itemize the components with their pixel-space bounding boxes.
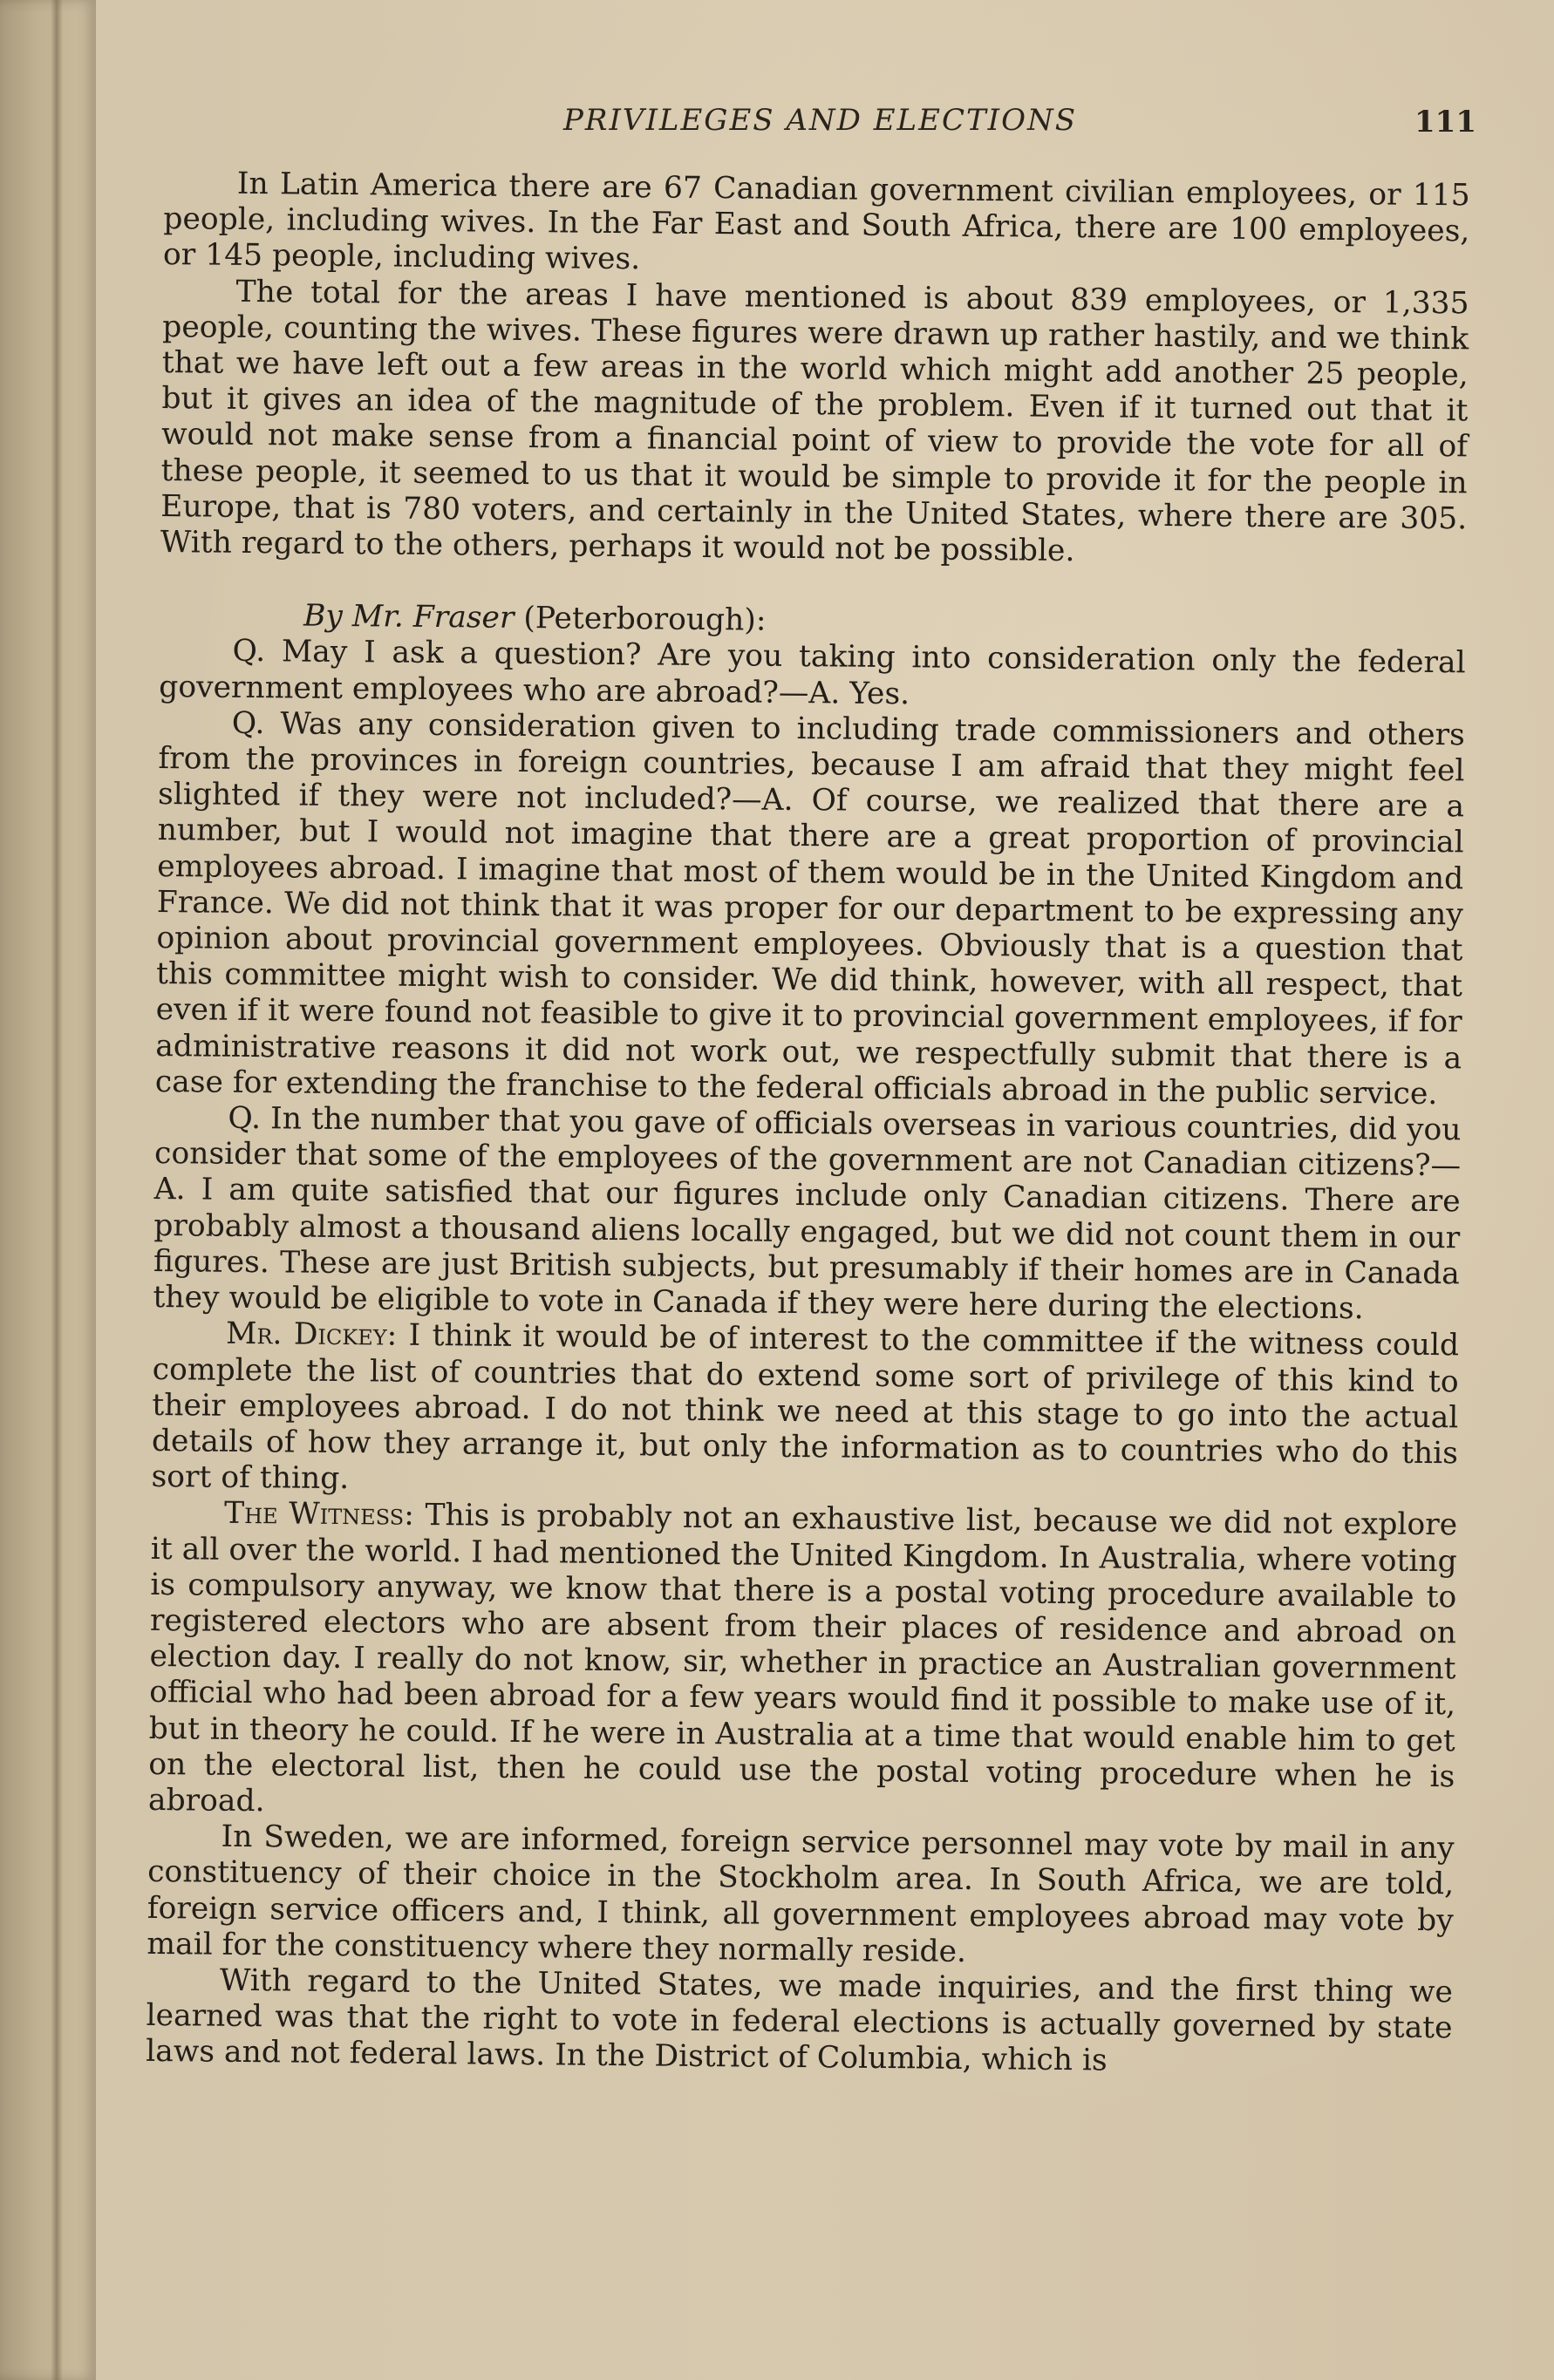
- page-number: 111: [1414, 105, 1476, 139]
- running-title: PRIVILEGES AND ELECTIONS: [563, 103, 1077, 138]
- book-binding-gutter: [0, 0, 96, 2380]
- question-3: Q. In the number that you gave of officials overseas in various countries, did you consider that some of the employees of the government are not Canadian citizens?—A. I am quite satisfied that our figures include only Canadian citizens. There are probably almost a thousand aliens locally engaged, but we did not count them in our figures. These are just British subjects, but presumably if their homes are in Canada they would be eligible to vote in Canada if they were here during the elections.: [153, 1100, 1462, 1327]
- byline-name: By Mr. Fraser: [303, 598, 515, 636]
- paragraph-totals: The total for the areas I have mentioned is about 839 employees, or 1,335 people, counting the wives. These figures were drawn up rather hastily, and we think that we have left out a few areas in the world which might add another 25 people, but it gives an idea of the magnitude of the problem. Even if it turned out that it would not make sense from a financial point of view to provide the vote for all of these people, it seemed to us that it would be simple to provide it for the people in Europe, that is 780 voters, and certainly in the United States, where there are 305. With regard to the others, perhaps it would not be possible.: [160, 274, 1469, 569]
- speaker-witness: The Witness:: [223, 1496, 415, 1533]
- byline-riding: (Peterborough):: [523, 601, 767, 638]
- paragraph-united-states: With regard to the United States, we made inquiries, and the first thing we learned was that the right to vote in federal elections is actually governed by state laws and not federal laws. In the District of Columbia, which is: [146, 1962, 1454, 2078]
- witness-text: This is probably not an exhaustive list, because we did not explore it all over the world. I had mentioned the United Kingdom. In Australia, where voting is compulsory anyway, we know that there is a postal voting procedure available to registered electors who are absent from their places of residence and abroad on election day. I really do not know, sir, whether in practice an Australian government official who had been abroad for a few years would find it possible to make use of it, but in theory he could. If he were in Australia at a time that would enable him to get on the electoral list, then he could use the postal voting procedure when he is abroad.: [147, 1498, 1458, 1819]
- running-head: [164, 98, 1476, 146]
- dickey-statement: [151, 1316, 1459, 1507]
- paragraph-latin-america: In Latin America there are 67 Canadian government civilian employees, or 115 people, including wives. In the Far East and South Africa, there are 100 employees, or 145 people, including wives.: [162, 166, 1470, 277]
- paragraph-sweden: In Sweden, we are informed, foreign service personnel may vote by mail in any constituency of their choice in the Stockholm area. In South Africa, we are told, foreign service officers and, I think, all government employees abroad may vote by mail for the constituency where they normally reside.: [147, 1819, 1455, 1969]
- speaker-dickey: Mr. Dickey:: [225, 1316, 398, 1353]
- witness-statement: [148, 1495, 1457, 1831]
- dickey-text: I think it would be of interest to the committee if the witness could complete the list of countries that do extend some sort of privilege of this kind to their employees abroad. I do not think we need at this stage to go into the actual details of how they arrange it, but only the information as to countries who do this sort of thing.: [151, 1318, 1460, 1497]
- gutter-shadow: [51, 0, 63, 2380]
- body-text: [146, 166, 1470, 2083]
- question-2: Q. Was any consideration given to including trade commissioners and others from the provinces in foreign countries, because I am afraid that they might feel slighted if they were not included?—A. Of course, we realized that there are a number, but I would not imagine that there are a great proportion of provincial employees abroad. I imagine that most of them would be in the United Kingdom and France. We did not think that it was proper for our department to be expressing any opinion about provincial government employees. Obviously that is a question that this committee might wish to consider. We did think, however, with all respect, that even if it were found not feasible to give it to provincial government employees, if for administrative reasons it did not work out, we respectfully submit that there is a case for extending the franchise to the federal officials abroad in the public service.: [154, 705, 1465, 1112]
- question-1: Q. May I ask a question? Are you taking into consideration only the federal government employees who are abroad?—A. Yes.: [159, 634, 1466, 711]
